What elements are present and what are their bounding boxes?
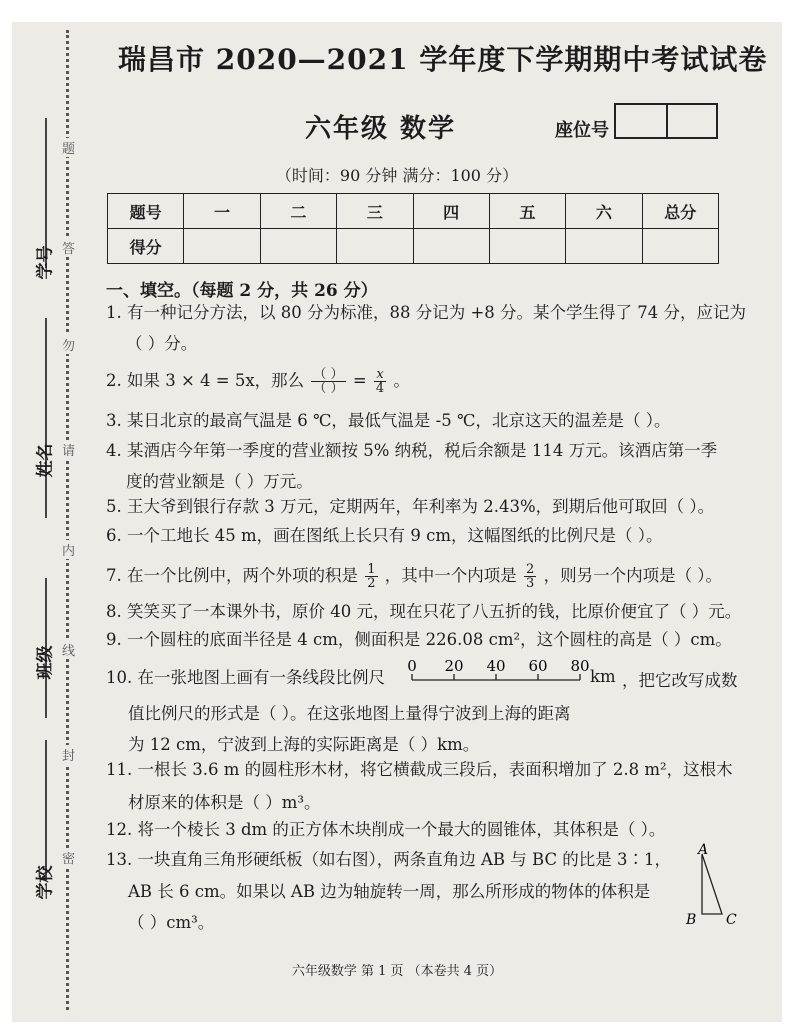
question-8: 8. 笑笑买了一本课外书，原价 40 元，现在只花了八五折的钱，比原价便宜了（ ）元。 [106,602,742,621]
question-7 [106,563,722,590]
question-2-end: 。 [393,371,410,390]
fraction-denominator: （ ） [313,381,344,396]
question-3: 3. 某日北京的最高气温是 6 ℃，最低气温是 -5 ℃，北京这天的温差是（ ）。 [106,411,671,430]
right-triangle-figure [686,842,746,928]
score-table [107,193,719,264]
binding-char: 线 [62,640,75,659]
binding-line-name [45,318,47,518]
scale-bar-unit: km [590,667,616,686]
score-table-header-row [108,194,719,229]
question-5: 5. 王大爷到银行存款 3 万元，定期两年，年利率为 2.43%，到期后他可取回（ ）。 [106,497,715,516]
question-1-line-2: （ ）分。 [126,334,198,353]
score-table-score-row [108,229,719,264]
score-cell[interactable] [260,229,336,264]
binding-field-student-id: 学号 [35,245,56,280]
question-7-fraction-1 [365,563,377,590]
question-9: 9. 一个圆柱的底面半径是 4 cm，侧面积是 226.08 cm²，这个圆柱的高是（ ）cm。 [106,630,732,649]
fraction-numerator: x [374,368,386,382]
score-cell[interactable] [184,229,260,264]
question-10-line-1-start: 10. 在一张地图上画有一条线段比例尺 [106,668,385,687]
question-2-text: 2. 如果 3 × 4 = 5x，那么 [106,371,305,390]
binding-line-school [45,740,47,880]
equals-sign: = [352,371,367,390]
question-13-line-2: AB 长 6 cm。如果以 AB 边为轴旋转一周，那么所形成的物体的体积是 [128,882,651,901]
binding-field-school: 学校 [35,865,56,900]
scale-bar-label: 60 [528,657,548,675]
table-cell: 一 [184,194,260,229]
question-10-line-2: 值比例尺的形式是（ ）。在这张地图上量得宁波到上海的距离 [128,704,571,723]
table-cell: 得分 [108,229,184,264]
question-2-fraction [374,368,386,395]
table-cell: 二 [260,194,336,229]
fraction-denominator: 2 [367,576,376,591]
fraction-numerator: （ ） [313,367,344,382]
scale-bar [407,657,590,688]
question-13-line-1: 13. 一块直角三角形硬纸板（如右图），两条直角边 AB 与 BC 的比是 3∶1， [106,850,672,869]
question-4-line-2: 度的营业额是（ ）万元。 [126,472,313,491]
score-cell[interactable] [337,229,413,264]
binding-field-class: 班级 [35,645,56,680]
question-4-line-1: 4. 某酒店今年第一季度的营业额按 5% 纳税，税后余额是 114 万元。该酒店第一季 [106,441,718,460]
question-7-fraction-2 [524,563,536,590]
fraction-denominator: 3 [526,576,535,591]
table-cell: 题号 [108,194,184,229]
triangle-label-a: A [698,842,709,858]
exam-subject: 六年级 数学 [305,114,457,144]
score-cell[interactable] [489,229,565,264]
scale-bar-label: 0 [407,657,417,675]
triangle-label-b: B [686,912,697,928]
question-10-line-1-end: ，把它改写成数 [622,671,738,690]
table-cell: 三 [337,194,413,229]
binding-char: 勿 [62,335,75,354]
binding-char: 密 [62,848,75,867]
fraction-numerator: 1 [367,562,376,577]
exam-info: （时间：90 分钟 满分：100 分） [275,166,519,185]
question-7-text-c: ，则另一个内项是（ ）。 [543,566,723,585]
binding-char: 题 [62,138,75,157]
question-12: 12. 将一个棱长 3 dm 的正方体木块削成一个最大的圆锥体，其体积是（ ）。 [106,820,666,839]
score-cell[interactable] [566,229,642,264]
question-11-line-2: 材原来的体积是（ ）m³。 [128,793,321,812]
triangle-shape [702,854,722,914]
fraction-numerator: 2 [526,562,535,577]
score-cell[interactable] [413,229,489,264]
question-2-fraction-blank [311,368,345,395]
question-11-line-1: 11. 一根长 3.6 m 的圆柱形木材，将它横截成三段后，表面积增加了 2.8 m²，这根木 [106,760,733,779]
triangle-label-c: C [726,912,737,928]
page-footer: 六年级数学 第 1 页 （本卷共 4 页） [291,964,503,979]
binding-char: 请 [62,440,75,459]
table-cell: 总分 [642,194,718,229]
scale-bar-label: 20 [444,657,464,675]
question-10-line-3: 为 12 cm，宁波到上海的实际距离是（ ）km。 [128,735,480,754]
table-cell: 五 [489,194,565,229]
binding-field-name: 姓名 [35,443,56,478]
question-1-line-1: 1. 有一种记分方法，以 80 分为标准，88 分记为 +8 分。某个学生得了 74 分，应记为 [106,303,747,322]
seat-number-label: 座位号 [555,120,609,141]
binding-char: 内 [62,540,75,559]
score-cell[interactable] [642,229,718,264]
fraction-denominator: 4 [375,381,385,396]
question-7-text-b: ，其中一个内项是 [384,566,517,585]
binding-char: 封 [62,745,75,764]
seat-number-box[interactable] [614,103,718,139]
section-title: 一、填空。（每题 2 分，共 26 分） [106,281,378,301]
scale-bar-label: 80 [570,657,590,675]
exam-title: 瑞昌市 2020—2021 学年度下学期期中考试试卷 [118,43,768,76]
scale-bar-label: 40 [486,657,506,675]
question-6: 6. 一个工地长 45 m，画在图纸上长只有 9 cm，这幅图纸的比例尺是（ ）。 [106,526,663,545]
table-cell: 六 [566,194,642,229]
binding-char: 答 [62,238,75,257]
question-13-line-3: （ ）cm³。 [128,913,215,932]
question-2 [106,368,410,395]
table-cell: 四 [413,194,489,229]
question-7-text-a: 7. 在一个比例中，两个外项的积是 [106,566,358,585]
